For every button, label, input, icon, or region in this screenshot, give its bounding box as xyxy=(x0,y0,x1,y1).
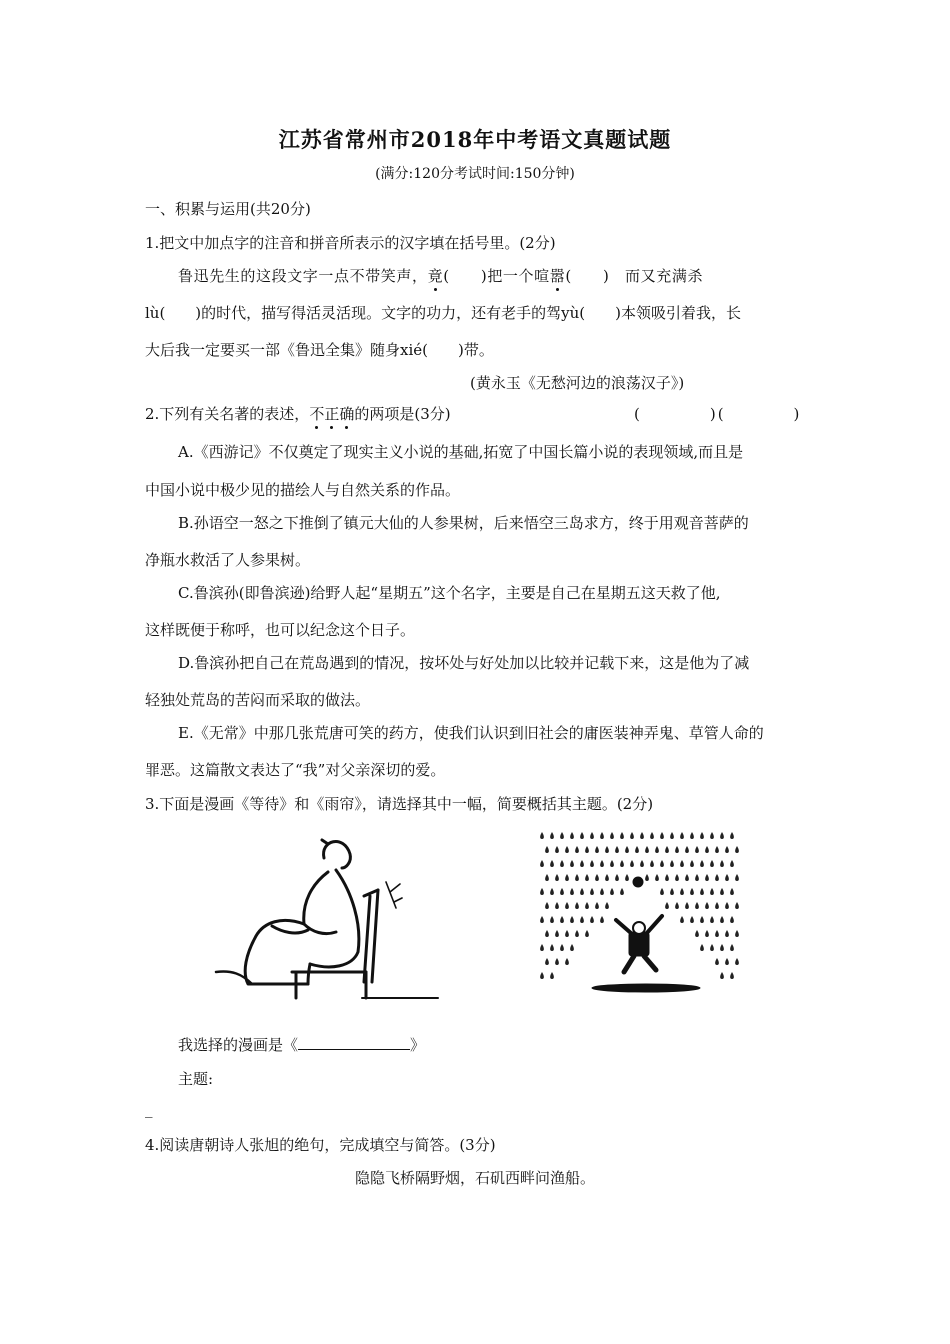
raindrop xyxy=(585,930,589,937)
raindrop xyxy=(710,944,714,951)
q3-choice-close: 》 xyxy=(410,1036,426,1054)
raindrop xyxy=(565,930,569,937)
raindrop xyxy=(605,902,609,909)
raindrop xyxy=(720,860,724,867)
raindrop xyxy=(600,916,604,923)
raindrop xyxy=(705,874,709,881)
raindrop xyxy=(550,944,554,951)
q2-stem-b: 的两项是(3分) xyxy=(354,405,451,423)
raindrop xyxy=(555,958,559,965)
q1-stem: 1.把文中加点字的注音和拼音所表示的汉字填在括号里。(2分) xyxy=(145,234,556,252)
q2-option-b-line1: B.孙语空一怒之下推倒了镇元大仙的人参果树，后来悟空三岛求方，终于用观音菩萨的 xyxy=(178,514,749,532)
raindrop xyxy=(695,930,699,937)
raindrop xyxy=(540,832,544,839)
raindrop xyxy=(545,930,549,937)
q1-text-b: ( )把一个喧 xyxy=(443,267,550,285)
q1-passage-line3: 大后我一定要买一部《鲁迅全集》随身xié( )带。 xyxy=(145,341,494,359)
raindrop xyxy=(670,832,674,839)
raindrop xyxy=(555,930,559,937)
q2-dotted-char-zheng: 正 xyxy=(324,405,340,423)
raindrop xyxy=(735,958,739,965)
raindrop xyxy=(710,916,714,923)
raindrop xyxy=(620,832,624,839)
q3-stem: 3.下面是漫画《等待》和《雨帘》，请选择其中一幅，简要概括其主题。(2分) xyxy=(145,795,654,813)
raindrop xyxy=(640,832,644,839)
raindrop xyxy=(565,874,569,881)
raindrop xyxy=(675,874,679,881)
raindrop xyxy=(665,902,669,909)
cartoon-rain-curtain xyxy=(536,830,744,1000)
raindrop xyxy=(660,860,664,867)
raindrop xyxy=(585,902,589,909)
raindrop xyxy=(685,874,689,881)
raindrop xyxy=(625,846,629,853)
raindrop xyxy=(700,944,704,951)
raindrop xyxy=(705,846,709,853)
raindrop xyxy=(700,860,704,867)
raindrop xyxy=(675,902,679,909)
raindrop xyxy=(600,888,604,895)
raindrop xyxy=(655,846,659,853)
raindrop xyxy=(595,874,599,881)
raindrop xyxy=(555,846,559,853)
raindrop xyxy=(695,874,699,881)
raindrop xyxy=(580,916,584,923)
raindrop xyxy=(720,916,724,923)
raindrop xyxy=(630,860,634,867)
raindrop xyxy=(715,874,719,881)
q2-answer-blanks: ( )( ) xyxy=(634,405,802,423)
page-title: 江苏省常州市2018年中考语文真题试题 xyxy=(278,127,672,152)
raindrop xyxy=(715,930,719,937)
q3-choice-blank[interactable] xyxy=(298,1035,410,1050)
q2-dotted-char-que: 确 xyxy=(339,405,355,423)
raindrop xyxy=(565,846,569,853)
raindrop xyxy=(575,874,579,881)
raindrop xyxy=(655,874,659,881)
raindrop xyxy=(665,846,669,853)
raindrop xyxy=(555,902,559,909)
q1-passage-line1 xyxy=(178,265,703,286)
raindrop xyxy=(735,930,739,937)
raindrop xyxy=(570,916,574,923)
raindrop xyxy=(550,832,554,839)
raindrop xyxy=(590,832,594,839)
section-heading: 一、积累与运用(共20分) xyxy=(145,200,311,218)
raindrop xyxy=(605,846,609,853)
q2-stem-a: 2.下列有关名著的表述， xyxy=(145,405,310,423)
raindrop xyxy=(635,846,639,853)
raindrop xyxy=(600,860,604,867)
raindrop xyxy=(660,832,664,839)
raindrop xyxy=(650,832,654,839)
raindrop xyxy=(575,902,579,909)
raindrop xyxy=(595,846,599,853)
q2-option-d-line1: D.鲁滨孙把自己在荒岛遇到的情况，按坏处与好处加以比较并记载下来，这是他为了减 xyxy=(178,654,750,672)
raindrop xyxy=(560,916,564,923)
raindrop xyxy=(545,846,549,853)
raindrop xyxy=(695,846,699,853)
raindrop xyxy=(540,860,544,867)
raindrop xyxy=(735,874,739,881)
raindrop xyxy=(560,860,564,867)
raindrop xyxy=(570,888,574,895)
raindrop xyxy=(735,846,739,853)
raindrop xyxy=(560,832,564,839)
raindrop xyxy=(620,860,624,867)
raindrop xyxy=(545,874,549,881)
raindrop xyxy=(640,860,644,867)
q2-stem xyxy=(145,403,451,424)
raindrop xyxy=(550,860,554,867)
raindrop xyxy=(720,832,724,839)
raindrop xyxy=(570,860,574,867)
raindrop xyxy=(680,888,684,895)
raindrop xyxy=(645,846,649,853)
raindrop xyxy=(540,944,544,951)
raindrop xyxy=(700,916,704,923)
raindrop xyxy=(675,846,679,853)
raindrop xyxy=(545,958,549,965)
raindrop xyxy=(710,860,714,867)
raindrop xyxy=(710,832,714,839)
raindrop xyxy=(650,860,654,867)
raindrop xyxy=(725,902,729,909)
raindrop xyxy=(685,846,689,853)
raindrop xyxy=(685,902,689,909)
raindrop xyxy=(575,846,579,853)
raindrop xyxy=(730,972,734,979)
raindrop xyxy=(690,888,694,895)
q3-choice-label: 我选择的漫画是《 xyxy=(178,1036,299,1054)
raindrop xyxy=(725,846,729,853)
raindrop xyxy=(610,832,614,839)
raindrop xyxy=(690,832,694,839)
raindrop xyxy=(550,916,554,923)
raindrop xyxy=(700,832,704,839)
raindrop xyxy=(580,832,584,839)
raindrop xyxy=(715,958,719,965)
raindrop xyxy=(565,958,569,965)
raindrop xyxy=(585,874,589,881)
raindrop xyxy=(730,916,734,923)
raindrop xyxy=(610,888,614,895)
raindrop xyxy=(670,888,674,895)
raindrop xyxy=(645,874,649,881)
raindrop xyxy=(720,944,724,951)
raindrop xyxy=(560,888,564,895)
q3-answer-line: _ xyxy=(145,1100,153,1118)
raindrop xyxy=(710,888,714,895)
raindrop xyxy=(730,832,734,839)
raindrop xyxy=(565,902,569,909)
q1-text-a: 鲁迅先生的这段文字一点不带笑声， xyxy=(178,267,428,285)
raindrop xyxy=(695,902,699,909)
q2-option-e-line2: 罪恶。这篇散文表达了“我”对父亲深切的爱。 xyxy=(145,761,446,779)
raindrop xyxy=(705,902,709,909)
raindrop xyxy=(560,944,564,951)
cartoon-waiting xyxy=(212,832,442,1004)
raindrop xyxy=(730,860,734,867)
q2-option-a-line2: 中国小说中极少见的描绘人与自然关系的作品。 xyxy=(145,481,461,499)
q1-dotted-char-jing: 竟 xyxy=(427,267,444,285)
q1-passage-line2: lù( )的时代，描写得活灵活现。文字的功力，还有老手的驾yù( )本领吸引着我，长 xyxy=(145,304,742,322)
q4-stem: 4.阅读唐朝诗人张旭的绝句，完成填空与简答。(3分) xyxy=(145,1136,496,1154)
raindrop xyxy=(545,902,549,909)
q4-poem-line1: 隐隐飞桥隔野烟，石矶西畔问渔船。 xyxy=(354,1169,595,1187)
q3-theme-label: 主题: xyxy=(178,1070,214,1088)
raindrop xyxy=(660,888,664,895)
raindrop xyxy=(550,888,554,895)
raindrop xyxy=(625,874,629,881)
raindrop xyxy=(600,832,604,839)
raindrop xyxy=(620,888,624,895)
raindrop xyxy=(580,860,584,867)
raindrop xyxy=(700,888,704,895)
raindrop xyxy=(540,888,544,895)
q1-dotted-char-xiao: 嚣 xyxy=(549,267,566,285)
raindrop xyxy=(540,972,544,979)
raindrop xyxy=(590,916,594,923)
q2-option-c-line2: 这样既便于称呼，也可以纪念这个日子。 xyxy=(145,621,416,639)
raindrop xyxy=(575,930,579,937)
raindrop xyxy=(715,902,719,909)
raindrop xyxy=(540,916,544,923)
raindrop xyxy=(730,888,734,895)
raindrop xyxy=(720,972,724,979)
raindrop xyxy=(705,930,709,937)
raindrop xyxy=(725,874,729,881)
raindrop xyxy=(730,944,734,951)
raindrop xyxy=(670,860,674,867)
raindrop xyxy=(605,874,609,881)
raindrop xyxy=(630,832,634,839)
raindrop xyxy=(585,846,589,853)
raindrop xyxy=(690,860,694,867)
raindrop xyxy=(725,958,729,965)
raindrop xyxy=(680,916,684,923)
raindrop xyxy=(570,944,574,951)
raindrop xyxy=(665,874,669,881)
raindrop xyxy=(615,846,619,853)
q1-text-c: ( ) 而又充满杀 xyxy=(565,267,704,285)
raindrop xyxy=(610,860,614,867)
q2-option-c-line1: C.鲁滨孙(即鲁滨逊)给野人起“星期五”这个名字，主要是自己在星期五这天救了他, xyxy=(178,584,721,602)
raindrop xyxy=(680,832,684,839)
raindrop xyxy=(615,874,619,881)
raindrop xyxy=(590,888,594,895)
q2-option-b-line2: 净瓶水救活了人参果树。 xyxy=(145,551,311,569)
exam-info: (满分:120分考试时间:150分钟) xyxy=(375,166,575,182)
raindrop xyxy=(550,972,554,979)
raindrop xyxy=(680,860,684,867)
q3-choice-line xyxy=(178,1034,425,1055)
raindrop xyxy=(715,846,719,853)
q2-option-a-line1: A.《西游记》不仅奠定了现实主义小说的基础,拓宽了中国长篇小说的表现领域,而且是 xyxy=(178,443,744,461)
raindrop xyxy=(595,902,599,909)
q2-option-d-line2: 轻独处荒岛的苦闷而采取的做法。 xyxy=(145,691,371,709)
raindrop xyxy=(725,930,729,937)
q2-dotted-char-bu: 不 xyxy=(309,405,325,423)
q1-source: (黄永玉《无愁河边的浪荡汉子》) xyxy=(470,374,685,392)
raindrop xyxy=(720,888,724,895)
q2-option-e-line1: E.《无常》中那几张荒唐可笑的药方，使我们认识到旧社会的庸医装神弄鬼、草管人命的 xyxy=(178,724,764,742)
raindrop xyxy=(690,916,694,923)
raindrop xyxy=(580,888,584,895)
raindrop xyxy=(590,860,594,867)
raindrop xyxy=(555,874,559,881)
raindrop xyxy=(735,902,739,909)
raindrop xyxy=(570,832,574,839)
